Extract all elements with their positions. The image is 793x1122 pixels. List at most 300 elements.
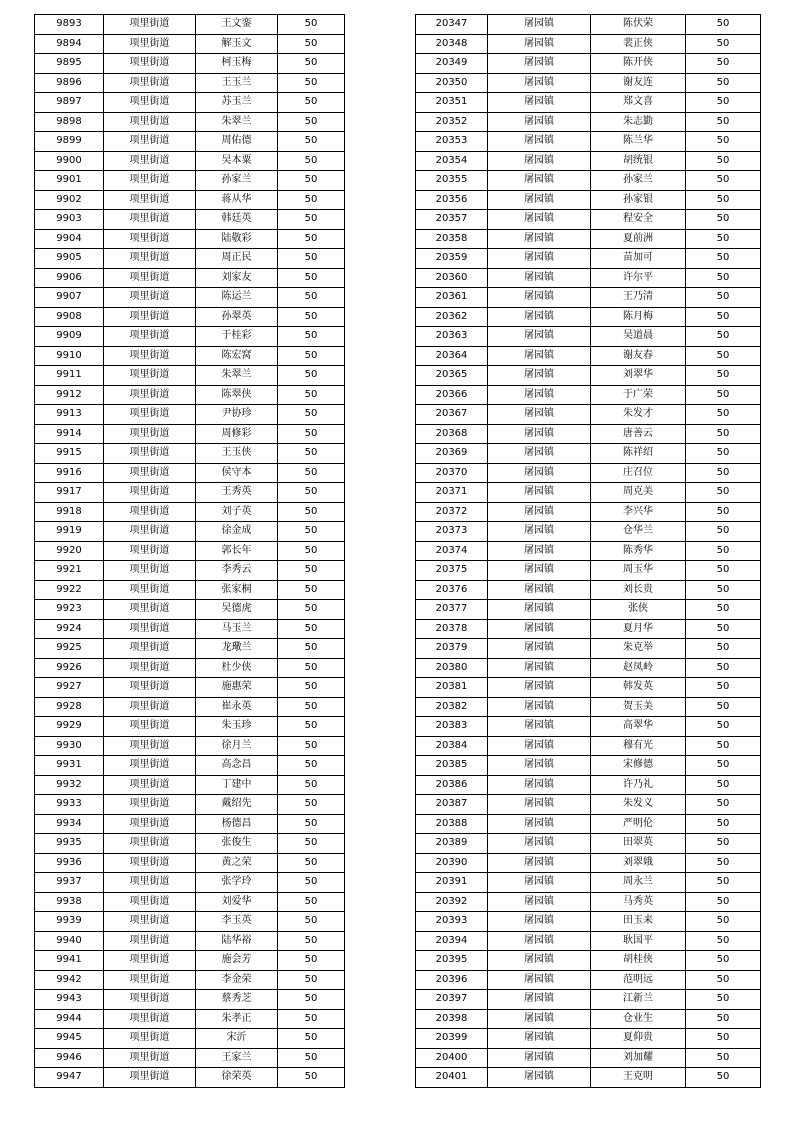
- township-cell: 项里街道: [104, 34, 196, 54]
- table-row: [35, 580, 345, 600]
- table-row: [416, 385, 761, 405]
- name-cell: 刘爱华: [196, 892, 278, 912]
- name-cell: 孙家兰: [591, 171, 686, 191]
- amount-cell: 50: [278, 717, 345, 737]
- serial-number-cell: 20355: [416, 171, 488, 191]
- township-cell: 屠园镇: [488, 34, 591, 54]
- amount-cell: 50: [686, 756, 761, 776]
- table-row: [35, 54, 345, 74]
- amount-cell: 50: [278, 580, 345, 600]
- name-cell: 刘子英: [196, 502, 278, 522]
- name-cell: 赵凤岭: [591, 658, 686, 678]
- amount-cell: 50: [686, 639, 761, 659]
- serial-number-cell: 20401: [416, 1068, 488, 1088]
- serial-number-cell: 9932: [35, 775, 104, 795]
- table-row: [35, 112, 345, 132]
- table-row: [35, 736, 345, 756]
- table-row: [35, 463, 345, 483]
- serial-number-cell: 9909: [35, 327, 104, 347]
- name-cell: 苗加可: [591, 249, 686, 269]
- amount-cell: 50: [686, 522, 761, 542]
- name-cell: 许尔平: [591, 268, 686, 288]
- amount-cell: 50: [686, 132, 761, 152]
- name-cell: 范明远: [591, 970, 686, 990]
- serial-number-cell: 9937: [35, 873, 104, 893]
- name-cell: 王家兰: [196, 1048, 278, 1068]
- amount-cell: 50: [686, 561, 761, 581]
- township-cell: 屠园镇: [488, 951, 591, 971]
- township-cell: 项里街道: [104, 444, 196, 464]
- name-cell: 陆敬彩: [196, 229, 278, 249]
- name-cell: 王文銮: [196, 15, 278, 35]
- table-row: [35, 385, 345, 405]
- amount-cell: 50: [686, 834, 761, 854]
- serial-number-cell: 20378: [416, 619, 488, 639]
- name-cell: 耿国平: [591, 931, 686, 951]
- table-row: [416, 639, 761, 659]
- amount-cell: 50: [278, 327, 345, 347]
- township-cell: 项里街道: [104, 288, 196, 308]
- name-cell: 朱孝正: [196, 1009, 278, 1029]
- township-cell: 屠园镇: [488, 756, 591, 776]
- serial-number-cell: 9925: [35, 639, 104, 659]
- serial-number-cell: 20370: [416, 463, 488, 483]
- name-cell: 陆华裕: [196, 931, 278, 951]
- serial-number-cell: 20400: [416, 1048, 488, 1068]
- township-cell: 项里街道: [104, 307, 196, 327]
- name-cell: 尹协珍: [196, 405, 278, 425]
- township-cell: 屠园镇: [488, 112, 591, 132]
- township-cell: 屠园镇: [488, 639, 591, 659]
- name-cell: 唐善云: [591, 424, 686, 444]
- serial-number-cell: 20347: [416, 15, 488, 35]
- township-cell: 项里街道: [104, 1009, 196, 1029]
- amount-cell: 50: [686, 210, 761, 230]
- amount-cell: 50: [686, 307, 761, 327]
- amount-cell: 50: [686, 970, 761, 990]
- amount-cell: 50: [686, 405, 761, 425]
- township-cell: 项里街道: [104, 483, 196, 503]
- amount-cell: 50: [686, 424, 761, 444]
- amount-cell: 50: [686, 678, 761, 698]
- township-cell: 屠园镇: [488, 73, 591, 93]
- name-cell: 侯守本: [196, 463, 278, 483]
- serial-number-cell: 20372: [416, 502, 488, 522]
- name-cell: 刘长贵: [591, 580, 686, 600]
- name-cell: 宋修德: [591, 756, 686, 776]
- amount-cell: 50: [686, 892, 761, 912]
- table-row: [416, 1009, 761, 1029]
- township-cell: 项里街道: [104, 912, 196, 932]
- amount-cell: 50: [278, 93, 345, 113]
- table-row: [35, 951, 345, 971]
- table-row: [35, 678, 345, 698]
- name-cell: 吴德虎: [196, 600, 278, 620]
- right-subsidy-table: [415, 14, 761, 1088]
- table-row: [416, 522, 761, 542]
- township-cell: 屠园镇: [488, 658, 591, 678]
- serial-number-cell: 20391: [416, 873, 488, 893]
- table-row: [416, 190, 761, 210]
- township-cell: 屠园镇: [488, 93, 591, 113]
- serial-number-cell: 9934: [35, 814, 104, 834]
- name-cell: 田玉来: [591, 912, 686, 932]
- name-cell: 陈祥绍: [591, 444, 686, 464]
- serial-number-cell: 9897: [35, 93, 104, 113]
- name-cell: 陈运兰: [196, 288, 278, 308]
- serial-number-cell: 9926: [35, 658, 104, 678]
- name-cell: 陈兰华: [591, 132, 686, 152]
- table-row: [416, 112, 761, 132]
- table-row: [416, 756, 761, 776]
- township-cell: 屠园镇: [488, 210, 591, 230]
- amount-cell: 50: [278, 385, 345, 405]
- serial-number-cell: 20379: [416, 639, 488, 659]
- township-cell: 项里街道: [104, 795, 196, 815]
- amount-cell: 50: [686, 697, 761, 717]
- table-row: [35, 697, 345, 717]
- name-cell: 施惠荣: [196, 678, 278, 698]
- name-cell: 周正民: [196, 249, 278, 269]
- table-row: [35, 171, 345, 191]
- township-cell: 屠园镇: [488, 502, 591, 522]
- township-cell: 屠园镇: [488, 1048, 591, 1068]
- amount-cell: 50: [278, 814, 345, 834]
- serial-number-cell: 20364: [416, 346, 488, 366]
- serial-number-cell: 9911: [35, 366, 104, 386]
- table-row: [35, 619, 345, 639]
- serial-number-cell: 9908: [35, 307, 104, 327]
- township-cell: 项里街道: [104, 385, 196, 405]
- township-cell: 项里街道: [104, 268, 196, 288]
- serial-number-cell: 20351: [416, 93, 488, 113]
- serial-number-cell: 20394: [416, 931, 488, 951]
- name-cell: 田翠英: [591, 834, 686, 854]
- amount-cell: 50: [686, 268, 761, 288]
- table-row: [35, 912, 345, 932]
- table-row: [416, 54, 761, 74]
- table-row: [416, 288, 761, 308]
- serial-number-cell: 20369: [416, 444, 488, 464]
- amount-cell: 50: [278, 112, 345, 132]
- serial-number-cell: 9912: [35, 385, 104, 405]
- name-cell: 朱发义: [591, 795, 686, 815]
- amount-cell: 50: [278, 1009, 345, 1029]
- table-row: [416, 561, 761, 581]
- township-cell: 项里街道: [104, 834, 196, 854]
- serial-number-cell: 20367: [416, 405, 488, 425]
- name-cell: 贺玉美: [591, 697, 686, 717]
- name-cell: 穆有光: [591, 736, 686, 756]
- name-cell: 朱发才: [591, 405, 686, 425]
- township-cell: 屠园镇: [488, 600, 591, 620]
- serial-number-cell: 9907: [35, 288, 104, 308]
- name-cell: 刘家友: [196, 268, 278, 288]
- name-cell: 郑文喜: [591, 93, 686, 113]
- amount-cell: 50: [686, 366, 761, 386]
- name-cell: 高翠华: [591, 717, 686, 737]
- table-row: [416, 405, 761, 425]
- name-cell: 李金荣: [196, 970, 278, 990]
- serial-number-cell: 9913: [35, 405, 104, 425]
- serial-number-cell: 20383: [416, 717, 488, 737]
- amount-cell: 50: [278, 736, 345, 756]
- amount-cell: 50: [278, 931, 345, 951]
- name-cell: 谢友连: [591, 73, 686, 93]
- township-cell: 屠园镇: [488, 366, 591, 386]
- name-cell: 戴绍先: [196, 795, 278, 815]
- serial-number-cell: 9895: [35, 54, 104, 74]
- township-cell: 屠园镇: [488, 385, 591, 405]
- amount-cell: 50: [278, 853, 345, 873]
- table-row: [416, 795, 761, 815]
- table-row: [35, 268, 345, 288]
- serial-number-cell: 9946: [35, 1048, 104, 1068]
- table-row: [35, 541, 345, 561]
- township-cell: 屠园镇: [488, 132, 591, 152]
- table-row: [416, 307, 761, 327]
- amount-cell: 50: [278, 892, 345, 912]
- name-cell: 朱克举: [591, 639, 686, 659]
- amount-cell: 50: [686, 814, 761, 834]
- name-cell: 裴正侠: [591, 34, 686, 54]
- amount-cell: 50: [278, 34, 345, 54]
- township-cell: 项里街道: [104, 151, 196, 171]
- name-cell: 郭长年: [196, 541, 278, 561]
- amount-cell: 50: [686, 93, 761, 113]
- amount-cell: 50: [686, 15, 761, 35]
- table-row: [35, 93, 345, 113]
- table-row: [416, 775, 761, 795]
- table-row: [35, 775, 345, 795]
- name-cell: 朱玉珍: [196, 717, 278, 737]
- township-cell: 项里街道: [104, 756, 196, 776]
- serial-number-cell: 20349: [416, 54, 488, 74]
- serial-number-cell: 9923: [35, 600, 104, 620]
- name-cell: 程安全: [591, 210, 686, 230]
- amount-cell: 50: [686, 73, 761, 93]
- serial-number-cell: 20377: [416, 600, 488, 620]
- township-cell: 屠园镇: [488, 522, 591, 542]
- table-row: [35, 717, 345, 737]
- township-cell: 项里街道: [104, 73, 196, 93]
- amount-cell: 50: [278, 502, 345, 522]
- table-row: [35, 853, 345, 873]
- table-row: [416, 892, 761, 912]
- name-cell: 谢友春: [591, 346, 686, 366]
- amount-cell: 50: [686, 151, 761, 171]
- name-cell: 李秀云: [196, 561, 278, 581]
- serial-number-cell: 20365: [416, 366, 488, 386]
- township-cell: 项里街道: [104, 600, 196, 620]
- table-row: [35, 327, 345, 347]
- amount-cell: 50: [278, 210, 345, 230]
- left-table-body: [35, 15, 345, 1088]
- table-row: [35, 756, 345, 776]
- township-cell: 项里街道: [104, 190, 196, 210]
- township-cell: 屠园镇: [488, 483, 591, 503]
- amount-cell: 50: [686, 931, 761, 951]
- serial-number-cell: 9931: [35, 756, 104, 776]
- serial-number-cell: 9927: [35, 678, 104, 698]
- name-cell: 于广荣: [591, 385, 686, 405]
- township-cell: 项里街道: [104, 463, 196, 483]
- township-cell: 屠园镇: [488, 229, 591, 249]
- amount-cell: 50: [686, 658, 761, 678]
- table-row: [416, 171, 761, 191]
- table-row: [416, 151, 761, 171]
- serial-number-cell: 9945: [35, 1029, 104, 1049]
- township-cell: 屠园镇: [488, 541, 591, 561]
- serial-number-cell: 20368: [416, 424, 488, 444]
- serial-number-cell: 9904: [35, 229, 104, 249]
- serial-number-cell: 9905: [35, 249, 104, 269]
- serial-number-cell: 9930: [35, 736, 104, 756]
- serial-number-cell: 9896: [35, 73, 104, 93]
- table-row: [35, 210, 345, 230]
- name-cell: 马秀英: [591, 892, 686, 912]
- township-cell: 项里街道: [104, 249, 196, 269]
- name-cell: 李兴华: [591, 502, 686, 522]
- township-cell: 屠园镇: [488, 1029, 591, 1049]
- serial-number-cell: 9916: [35, 463, 104, 483]
- township-cell: 项里街道: [104, 502, 196, 522]
- serial-number-cell: 20371: [416, 483, 488, 503]
- township-cell: 屠园镇: [488, 561, 591, 581]
- table-row: [416, 1048, 761, 1068]
- table-row: [416, 931, 761, 951]
- serial-number-cell: 20374: [416, 541, 488, 561]
- name-cell: 周玉华: [591, 561, 686, 581]
- serial-number-cell: 20353: [416, 132, 488, 152]
- serial-number-cell: 9936: [35, 853, 104, 873]
- serial-number-cell: 20363: [416, 327, 488, 347]
- table-row: [35, 658, 345, 678]
- serial-number-cell: 9899: [35, 132, 104, 152]
- table-row: [416, 463, 761, 483]
- table-row: [416, 814, 761, 834]
- serial-number-cell: 9933: [35, 795, 104, 815]
- township-cell: 屠园镇: [488, 717, 591, 737]
- name-cell: 陈月梅: [591, 307, 686, 327]
- serial-number-cell: 20390: [416, 853, 488, 873]
- township-cell: 屠园镇: [488, 249, 591, 269]
- amount-cell: 50: [686, 951, 761, 971]
- table-row: [416, 834, 761, 854]
- township-cell: 项里街道: [104, 678, 196, 698]
- table-row: [416, 366, 761, 386]
- township-cell: 项里街道: [104, 853, 196, 873]
- amount-cell: 50: [686, 990, 761, 1010]
- name-cell: 刘加耀: [591, 1048, 686, 1068]
- amount-cell: 50: [278, 600, 345, 620]
- name-cell: 丁建中: [196, 775, 278, 795]
- serial-number-cell: 9943: [35, 990, 104, 1010]
- name-cell: 徐金成: [196, 522, 278, 542]
- name-cell: 孙家银: [591, 190, 686, 210]
- township-cell: 项里街道: [104, 346, 196, 366]
- name-cell: 吴本粟: [196, 151, 278, 171]
- township-cell: 项里街道: [104, 112, 196, 132]
- township-cell: 项里街道: [104, 658, 196, 678]
- township-cell: 项里街道: [104, 405, 196, 425]
- table-row: [416, 678, 761, 698]
- serial-number-cell: 9902: [35, 190, 104, 210]
- township-cell: 屠园镇: [488, 736, 591, 756]
- amount-cell: 50: [278, 483, 345, 503]
- amount-cell: 50: [278, 951, 345, 971]
- name-cell: 高念昌: [196, 756, 278, 776]
- serial-number-cell: 20358: [416, 229, 488, 249]
- serial-number-cell: 9935: [35, 834, 104, 854]
- amount-cell: 50: [278, 229, 345, 249]
- name-cell: 朱翠兰: [196, 112, 278, 132]
- township-cell: 项里街道: [104, 15, 196, 35]
- name-cell: 韩廷英: [196, 210, 278, 230]
- name-cell: 仓华兰: [591, 522, 686, 542]
- township-cell: 项里街道: [104, 639, 196, 659]
- amount-cell: 50: [278, 970, 345, 990]
- amount-cell: 50: [686, 541, 761, 561]
- amount-cell: 50: [686, 580, 761, 600]
- amount-cell: 50: [278, 912, 345, 932]
- amount-cell: 50: [686, 327, 761, 347]
- amount-cell: 50: [278, 561, 345, 581]
- serial-number-cell: 20388: [416, 814, 488, 834]
- amount-cell: 50: [278, 678, 345, 698]
- township-cell: 项里街道: [104, 229, 196, 249]
- table-row: [35, 795, 345, 815]
- serial-number-cell: 20362: [416, 307, 488, 327]
- amount-cell: 50: [278, 54, 345, 74]
- table-row: [416, 327, 761, 347]
- name-cell: 庄召位: [591, 463, 686, 483]
- serial-number-cell: 20389: [416, 834, 488, 854]
- township-cell: 屠园镇: [488, 678, 591, 698]
- table-row: [416, 424, 761, 444]
- table-row: [35, 1048, 345, 1068]
- serial-number-cell: 9915: [35, 444, 104, 464]
- table-row: [35, 34, 345, 54]
- township-cell: 屠园镇: [488, 444, 591, 464]
- township-cell: 项里街道: [104, 522, 196, 542]
- township-cell: 项里街道: [104, 814, 196, 834]
- serial-number-cell: 9919: [35, 522, 104, 542]
- name-cell: 胡桂侠: [591, 951, 686, 971]
- table-row: [416, 268, 761, 288]
- township-cell: 屠园镇: [488, 619, 591, 639]
- township-cell: 屠园镇: [488, 268, 591, 288]
- serial-number-cell: 20360: [416, 268, 488, 288]
- amount-cell: 50: [278, 697, 345, 717]
- serial-number-cell: 9903: [35, 210, 104, 230]
- township-cell: 项里街道: [104, 697, 196, 717]
- township-cell: 项里街道: [104, 619, 196, 639]
- amount-cell: 50: [686, 288, 761, 308]
- amount-cell: 50: [278, 463, 345, 483]
- amount-cell: 50: [278, 1029, 345, 1049]
- table-row: [416, 483, 761, 503]
- amount-cell: 50: [686, 600, 761, 620]
- serial-number-cell: 20376: [416, 580, 488, 600]
- table-row: [416, 600, 761, 620]
- township-cell: 项里街道: [104, 561, 196, 581]
- amount-cell: 50: [278, 190, 345, 210]
- serial-number-cell: 20359: [416, 249, 488, 269]
- name-cell: 夏前洲: [591, 229, 686, 249]
- amount-cell: 50: [686, 619, 761, 639]
- amount-cell: 50: [278, 171, 345, 191]
